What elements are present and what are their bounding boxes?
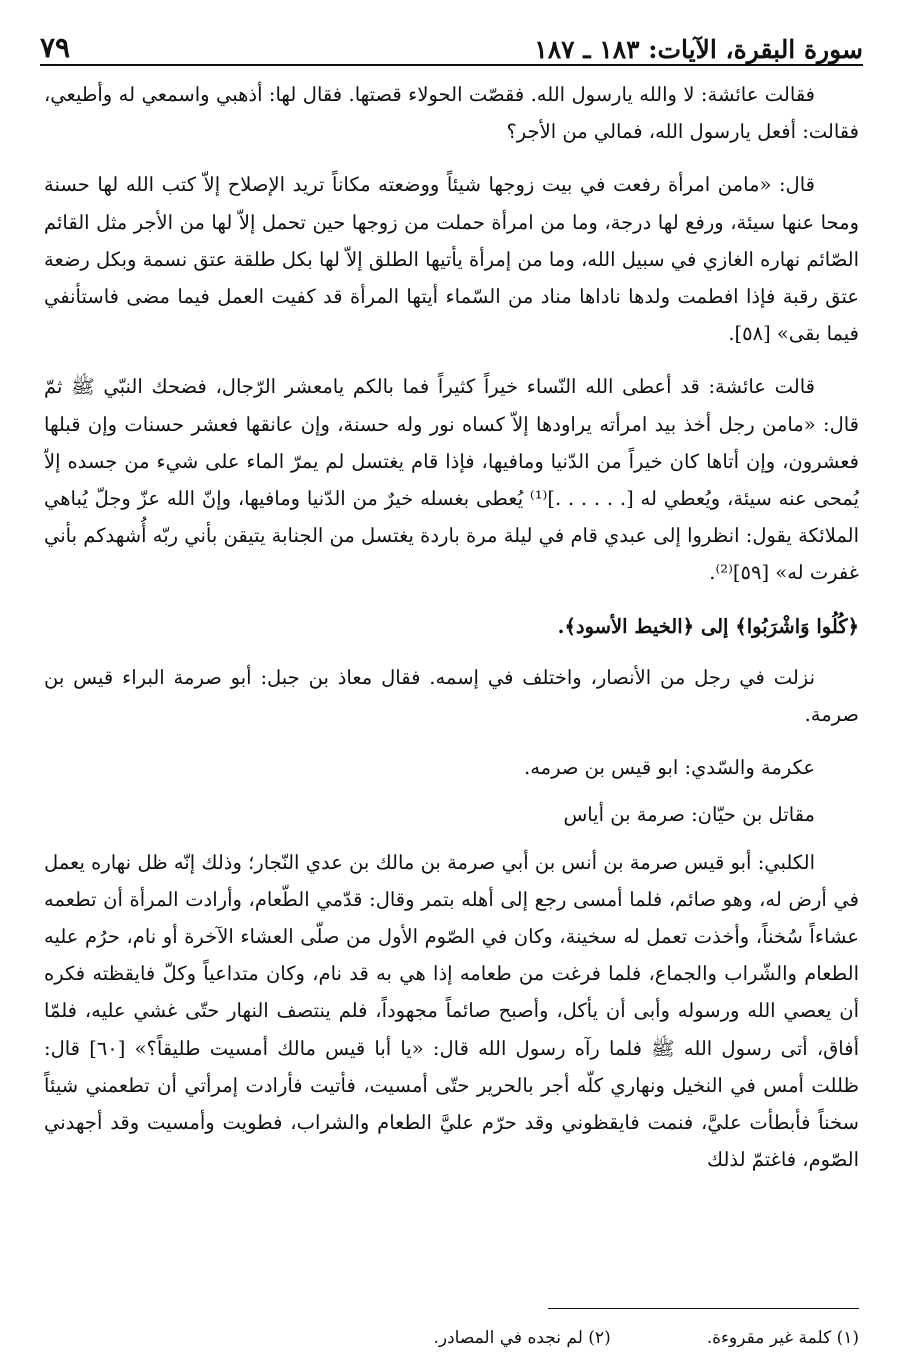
paragraph-hadith-man: قالت عائشة: قد أعطى الله النّساء خيراً كثيراً فما بالكم يامعشر الرّجال، فضحك النبّي ﷺ ثمّ قال: «مامن رجل أخذ بيد امرأته يراودها إلاّ كساه نور وله حسنة، وإن عانقها فعشر حسنات وإن قبلها فعشرون، وإن أتاها كان خيراً من الدّنيا ومافيها، فإذا قام يغتسل لم يمرّ الماء على شيء من جسده إلاّ يُمحى عنه سيئة، ويُعطي له [. . . . . .]⁽¹⁾ يُعطى بغسله خيرٌ من الدّنيا ومافيها، وإنّ الله عزّ وجلّ يُباهي الملائكة يقول: انظروا إلى عبدي قام في ليلة مرة باردة يغتسل من الجنابة يتيقن بأني ربّه أُشهدكم بأني غفرت له» [٥٩]⁽²⁾. <box>44 375 859 585</box>
paragraph-muqatil: مقاتل بن حيّان: صرمة بن أياس <box>563 803 815 827</box>
page-header <box>40 20 863 62</box>
paragraph-ikrima: عكرمة والسّدي: ابو قيس بن صرمه. <box>524 756 815 780</box>
header-divider <box>40 64 863 66</box>
paragraph-hadith-woman: قال: «مامن امرأة رفعت في بيت زوجها شيئاً ووضعته مكاناً تريد الإصلاح إلاّ كتب الله لها حسنة ومحا عنها سيئة، ورفع لها درجة، وما من امرأة حملت من زوجها حين تحمل إلاّ لها من الأجر مثل القائم الصّائم نهاره الغازي في سبيل الله، وما من إمرأة يأتيها الطلق إلاّ لها بكل طلقة عتق نسمة وبكل رضعة عتق رقبة فإذا افطمت ولدها ناداها مناد من السّماء أيتها المرأة قد كفيت العمل فيما مضى فاستأنفي فيما بقى» [٥٨]. <box>44 173 859 346</box>
footnote-1: (١) كلمة غير مقروءة. <box>706 1328 859 1348</box>
verse-heading: ﴿كُلُوا وَاشْرَبُوا﴾ إلى ﴿الخيط الأسود﴾. <box>557 614 859 638</box>
footnote-divider <box>548 1308 859 1309</box>
paragraph-revelation: نزلت في رجل من الأنصار، واختلف في إسمه. فقال معاذ بن جبل: أبو صرمة البراء قيس بن صرمة. <box>44 665 859 727</box>
footnotes <box>44 1318 859 1358</box>
running-title: سورة البقرة، الآيات: ١٨٣ ـ ١٨٧ <box>534 35 863 64</box>
paragraph-kalbi: الكلبي: أبو قيس صرمة بن أنس بن أبي صرمة بن مالك بن عدي النّجار؛ وذلك إنّه ظل نهاره يعمل في أرض له، وهو صائم، فلما أمسى رجع إلى أهله بتمر وقال: قدّمي الطّعام، وأرادت المرأة أن تطعمه عشاءاً سُخناً، وأخذت تعمل له سخينة، وكان في الصّوم الأول من صلّى العشاء الآخرة أو نام، حرُم عليه الطعام والشّراب والجماع، فلما فرغت من طعامه إذا هي به قد نام، وكان متداعياً وكلّ فايقظته فكره أن يعصي الله ورسوله وأبى أن يأكل، وأصبح صائماً مجهوداً، فلم ينتصف النهار حتّى غشي عليه، فلمّا أفاق، أتى رسول الله ﷺ فلما رآه رسول الله قال: «يا أبا قيس مالك أمسيت طليقاً؟» [٦٠] قال: ظللت أمس في النخيل ونهاري كلّه أجر بالحرير حتّى أمسيت، فأتيت فأرادت إمرأتي أن تطعمني شيئاً سخناً فأبطأت عليَّ، فنمت فايقظوني وقد حرّم عليَّ الطعام والشراب، فطويت وأمسيت وقد أجهدني الصّوم، فاغتمّ لذلك <box>44 850 859 1172</box>
paragraph-aisha-reply: فقالت عائشة: لا والله يارسول الله. فقصّت الحولاء قصتها. فقال لها: أذهبي واسمعي له وأطيعي، فقالت: أفعل يارسول الله، فمالي من الأجر؟ <box>44 83 859 144</box>
page-body <box>44 76 859 1301</box>
footnote-2: (٢) لم نجده في المصادر. <box>433 1328 611 1348</box>
page-number: ٧٩ <box>40 31 71 64</box>
